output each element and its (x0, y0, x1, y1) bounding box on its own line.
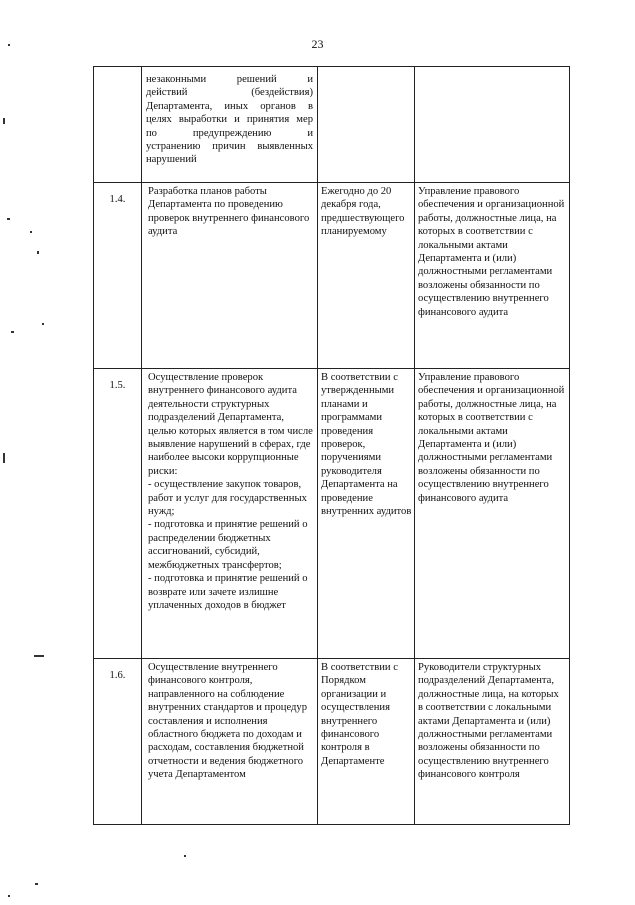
cell-responsible: Управление правового обеспечения и организационной работы, должностные лица, на которых в соответствии с локальными актами Департамента и (или) должностными регламентами возложены обязанности по осуществлению внутреннего финансового аудита (415, 369, 570, 659)
cell-number: 1.4. (94, 183, 142, 369)
action-line: нарушений (146, 154, 197, 166)
scan-speck (34, 655, 44, 657)
cell-term: В соответствии с Порядком организации и осуществления внутреннего финансового контроля в Департаменте (318, 659, 415, 825)
page-number: 23 (311, 37, 324, 51)
table-row-continued (94, 67, 570, 183)
cell-term: В соответствии с утвержденными планами и программами проведения проверок, поручениями руководителя Департамента на проведение внутренних аудитов (318, 369, 415, 659)
cell-number: 1.6. (94, 659, 142, 825)
measures-table (93, 66, 570, 825)
scan-speck (37, 251, 39, 254)
cell-responsible (415, 67, 570, 183)
scan-speck (8, 895, 10, 897)
action-line: незаконными решений и (146, 74, 313, 85)
scan-speck (3, 118, 5, 124)
cell-action: Осуществление внутреннего финансового контроля, направленного на соблюдение внутренних стандартов и процедур составления и исполнения областного бюджета по доходам и расходам, составления бюджетной отчетности и ведения бюджетного учета Департаментом (142, 659, 318, 825)
scan-speck (7, 218, 10, 220)
scan-speck (30, 231, 32, 233)
cell-term: Ежегодно до 20 декабря года, предшествующего планируемому (318, 183, 415, 369)
cell-action: Осуществление проверок внутреннего финансового аудита деятельности структурных подразделений Департамента, целью которых является в том числе выявление нарушений в сферах, где наиболее высоки коррупционные риски: - осуществление закупок товаров, работ и услуг для государственных нужд; - подготовка и принятие решений о распределении бюджетных ассигнований, субсидий, межбюджетных трансфертов; - подготовка и принятие решений о возврате или зачете излишне уплаченных доходов в бюджет (142, 369, 318, 659)
cell-action (142, 67, 318, 183)
action-line: Департамента, иных органов в (146, 100, 313, 112)
cell-responsible: Управление правового обеспечения и организационной работы, должностные лица, на которых в соответствии с локальными актами Департамента и (или) должностными регламентами возложены обязанности по осуществлению внутреннего финансового аудита (415, 183, 570, 369)
action-line: действий (бездействия) (146, 87, 313, 99)
action-line: устранению причин выявленных (146, 141, 313, 153)
cell-number (94, 67, 142, 183)
scan-speck (35, 883, 38, 885)
scan-speck (42, 323, 44, 325)
cell-action: Разработка планов работы Департамента по проведению проверок внутреннего финансового аудита (142, 183, 318, 369)
cell-term (318, 67, 415, 183)
action-line: целях выработки и принятия мер (146, 114, 313, 126)
scan-speck (8, 44, 10, 46)
action-line: по предупреждению и (146, 127, 313, 139)
table-row (94, 369, 570, 659)
scan-speck (184, 855, 186, 857)
table-row (94, 659, 570, 825)
scan-speck (11, 331, 14, 333)
scan-speck (3, 453, 5, 463)
cell-responsible: Руководители структурных подразделений Департамента, должностные лица, на которых в соответствии с локальными актами Департамента и (или) должностными регламентами возложены обязанности по осуществлению внутреннего финансового контроля (415, 659, 570, 825)
table-row (94, 183, 570, 369)
cell-number: 1.5. (94, 369, 142, 659)
